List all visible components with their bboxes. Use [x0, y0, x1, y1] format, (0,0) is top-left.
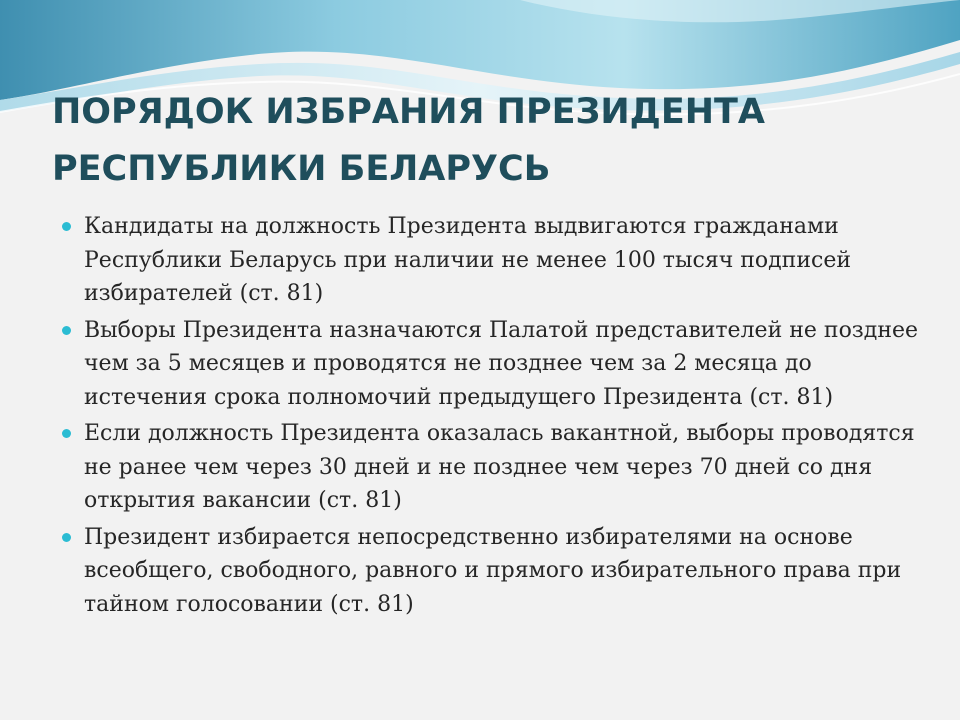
bullet-dot-icon — [62, 533, 71, 542]
bullet-text: Выборы Президента назначаются Палатой представителей не позднее чем за 5 месяцев и проводятся не позднее чем за 2 месяца до истечения срока полномочий предыдущего Президента (ст. 81) — [84, 317, 919, 410]
bullet-text: Кандидаты на должность Президента выдвигаются гражданами Республики Беларусь при наличии не менее 100 тысяч подписей избирателей (ст. 81) — [84, 214, 852, 306]
bullet-dot-icon — [62, 429, 71, 438]
bullet-item-election-scheduling — [62, 314, 922, 415]
bullet-dot-icon — [62, 222, 71, 231]
slide-title: ПОРЯДОК ИЗБРАНИЯ ПРЕЗИДЕНТА РЕСПУБЛИКИ БЕЛАРУСЬ — [52, 92, 766, 189]
bullet-text: Президент избирается непосредственно избирателями на основе всеобщего, свободного, равного и прямого избирательного права при тайном голосовании (ст. 81) — [84, 524, 902, 617]
bullet-list — [62, 210, 922, 624]
bullet-dot-icon — [62, 326, 71, 335]
bullet-item-vacancy — [62, 417, 922, 518]
bullet-item-voting — [62, 521, 922, 622]
bullet-text: Если должность Президента оказалась вакантной, выборы проводятся не ранее чем через 30 дней и не позднее чем через 70 дней со дня открытия вакансии (ст. 81) — [84, 421, 915, 513]
bullet-item-candidates — [62, 210, 922, 311]
